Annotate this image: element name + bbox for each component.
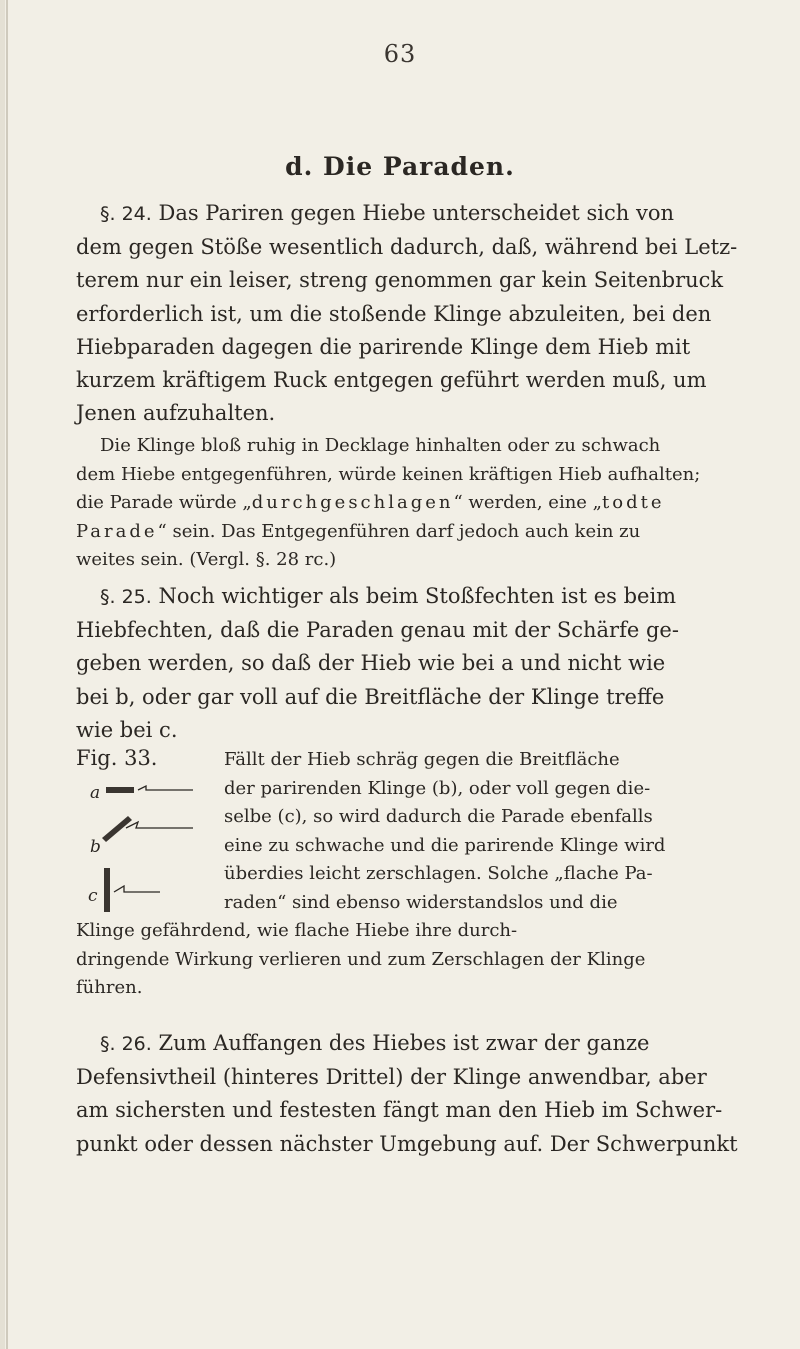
hit-arrow-c bbox=[114, 886, 160, 892]
paragraph-26-line: §. 26. Zum Auffangen des Hiebes ist zwar der ganze bbox=[100, 1031, 650, 1055]
hit-arrow-b bbox=[126, 822, 193, 828]
figure-caption: Fig. 33. bbox=[76, 746, 158, 770]
paragraph-26-line: punkt oder dessen nächster Umgebung auf. Der Schwerpunkt bbox=[76, 1131, 738, 1156]
blade-a bbox=[106, 787, 134, 793]
paragraph-24-line: §. 24. Das Pariren gegen Hiebe unterscheidet sich von bbox=[100, 201, 674, 225]
note-line: dem Hiebe entgegenführen, würde keinen kräftigen Hieb aufhalten; bbox=[76, 463, 701, 485]
paragraph-24-line: erforderlich ist, um die stoßende Klinge abzuleiten, bei den bbox=[76, 301, 712, 326]
section-number: §. 24. bbox=[100, 203, 152, 225]
section-number: §. 26. bbox=[100, 1033, 152, 1055]
note-line: Die Klinge bloß ruhig in Decklage hinhalten oder zu schwach bbox=[100, 435, 661, 456]
note-line: Parade“ sein. Das Entgegenführen darf jedoch auch kein zu bbox=[76, 520, 641, 542]
section-number: §. 25. bbox=[100, 586, 152, 608]
paragraph-24 bbox=[76, 197, 756, 430]
hit-arrow-a bbox=[138, 786, 193, 790]
note-line: weites sein. (Vergl. §. 28 rc.) bbox=[76, 549, 337, 570]
paragraph-25-line: geben werden, so daß der Hieb wie bei a und nicht wie bbox=[76, 651, 666, 676]
paragraph-26 bbox=[76, 1027, 756, 1161]
paragraph-25-line: Hiebfechten, daß die Paraden genau mit der Schärfe ge- bbox=[76, 618, 679, 643]
paragraph-25 bbox=[76, 580, 756, 747]
paragraph-24-line: dem gegen Stöße wesentlich dadurch, daß, während bei Letz- bbox=[76, 235, 738, 260]
section-heading: d. Die Paraden. bbox=[285, 152, 515, 181]
figure-label-b: b bbox=[90, 837, 101, 857]
paragraph-24-line: Hiebparaden dagegen die parirende Klinge dem Hieb mit bbox=[76, 334, 691, 359]
figure-33-illustration bbox=[88, 776, 198, 916]
page-number: 63 bbox=[383, 40, 417, 68]
binding-shadow bbox=[0, 0, 5, 1349]
figure-label-c: c bbox=[88, 886, 98, 906]
paragraph-26-line: Defensivtheil (hinteres Drittel) der Klinge anwendbar, aber bbox=[76, 1065, 707, 1090]
paragraph-25-line: §. 25. Noch wichtiger als beim Stoßfechten ist es beim bbox=[100, 584, 677, 608]
figure-text-cont: Klinge gefährdend, wie flache Hiebe ihre durch- dringende Wirkung verlieren und zum Zerschlagen der Klinge führen. bbox=[76, 920, 646, 998]
paragraph-25-line: bei b, oder gar voll auf die Breitfläche der Klinge treffe bbox=[76, 684, 665, 709]
paragraph-25-line: wie bei c. bbox=[76, 717, 178, 742]
figure-label-a: a bbox=[90, 783, 101, 803]
paragraph-24-line: Jenen aufzuhalten. bbox=[76, 401, 276, 426]
note-line: die Parade würde „durchgeschlagen“ werden, eine „todte bbox=[76, 492, 665, 513]
paragraph-24-line: kurzem kräftigem Ruck entgegen geführt werden muß, um bbox=[76, 368, 707, 393]
paragraph-24-line: terem nur ein leiser, streng genommen gar kein Seitenbruck bbox=[76, 268, 724, 293]
note-24 bbox=[76, 432, 756, 575]
binding-edge bbox=[6, 0, 8, 1349]
blade-b bbox=[102, 816, 132, 842]
paragraph-26-line: am sichersten und festesten fängt man den Hieb im Schwer- bbox=[76, 1098, 723, 1123]
figure-block bbox=[76, 746, 756, 998]
blade-c bbox=[104, 868, 110, 912]
figure-text: Fällt der Hieb schräg gegen die Breitfläche der parirenden Klinge (b), oder voll gegen die- selbe (c), so wird dadurch die Parade ebenfalls eine zu schwache und die parirende Klinge wird überdies leicht zerschlagen. Solche „flache Pa- raden“ sind ebenso widerstandslos und die bbox=[224, 749, 666, 913]
